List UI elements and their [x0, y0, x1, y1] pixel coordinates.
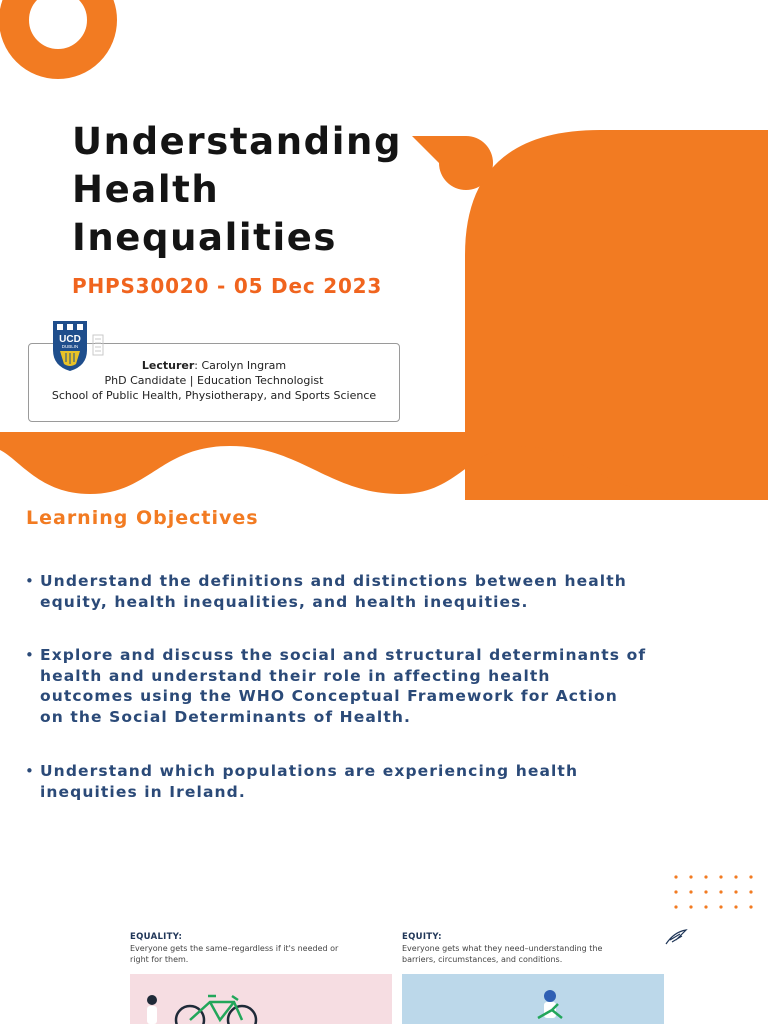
logo-side-mark — [92, 334, 104, 356]
lecturer-role: PhD Candidate | Education Technologist — [104, 374, 324, 387]
logo-subtext: DUBLIN — [61, 344, 79, 349]
objective-line: equity, health inequalities, and health inequities. — [40, 592, 529, 611]
bullet-point: • — [25, 646, 34, 664]
dot-grid-decoration — [668, 870, 760, 914]
title-line: Health — [72, 168, 220, 211]
objective-line: Understand the definitions and distinctions between health — [40, 572, 627, 590]
ucd-logo — [52, 320, 88, 372]
learning-objectives-heading: Learning Objectives — [26, 507, 259, 529]
lecturer-name: : Carolyn Ingram — [194, 359, 287, 372]
objective-line: outcomes using the WHO Conceptual Framework for Action — [40, 687, 618, 705]
objective-item — [40, 571, 650, 612]
equity-desc-line: barriers, circumstances, and conditions. — [402, 955, 563, 964]
wave-band — [0, 432, 768, 494]
objective-line: inequities in Ireland. — [40, 782, 246, 801]
equity-bike-illustration — [402, 974, 664, 1024]
equality-bike-illustration — [130, 974, 392, 1024]
lecturer-school: School of Public Health, Physiotherapy, and Sports Science — [51, 389, 377, 402]
page-title — [72, 118, 432, 262]
equality-desc-line: Everyone gets the same–regardless if it's needed or — [130, 944, 339, 953]
title-line: Inequalities — [72, 216, 338, 259]
logo-text: UCD — [59, 334, 81, 345]
title-line: Understanding — [72, 120, 403, 163]
equity-label: EQUITY: — [402, 932, 442, 942]
ring-shape — [14, 0, 102, 64]
equality-label: EQUALITY: — [130, 932, 183, 942]
objective-item — [40, 761, 650, 802]
equity-description — [402, 943, 602, 965]
objective-line: Explore and discuss the social and structural determinants of — [40, 646, 647, 664]
equity-desc-line: Everyone gets what they need–understanding the — [402, 944, 603, 953]
objective-line: health and understand their role in affecting health — [40, 666, 551, 685]
lecturer-label: Lecturer — [141, 359, 195, 372]
course-code-date: PHPS30020 - 05 Dec 2023 — [72, 274, 383, 298]
equality-desc-line: right for them. — [130, 955, 189, 964]
feather-icon — [664, 928, 688, 946]
objective-line: Understand which populations are experiencing health — [40, 762, 579, 780]
equality-description — [130, 943, 338, 965]
bullet-point: • — [25, 762, 34, 780]
bullet-point: • — [25, 572, 34, 590]
objective-item — [40, 645, 650, 727]
objective-line: on the Social Determinants of Health. — [40, 707, 411, 726]
